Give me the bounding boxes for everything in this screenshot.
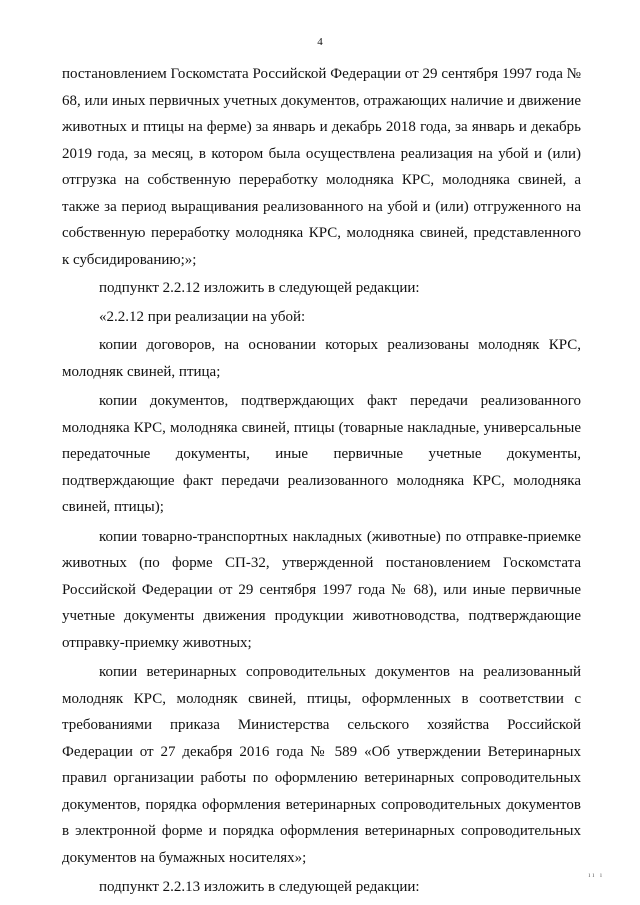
- paragraph-contracts: копии договоров, на основании которых реализованы молодняк КРС, молодняк свиней, птица;: [62, 337, 581, 380]
- page-number: 4: [317, 36, 323, 48]
- paragraph-continuation: постановлением Госкомстата Российской Федерации от 29 сентября 1997 года № 68, или иных первичных учетных документов, отражающих наличие и движение животных и птицы на ферме) за январь и декабрь 2018 года, за январь и декабрь 2019 года, за месяц, в котором была осуществлена реализация на убой и (или) отгрузка на собственную переработку молодняка КРС, молодняка свиней, а также за период выращивания реализованного на убой и (или) отгруженного на собственную переработку молодняка КРС, молодняка свиней, представленного к субсидированию;»;: [62, 66, 581, 268]
- document-body: [62, 61, 581, 901]
- paragraph-clause-2-2-12: «2.2.12 при реализации на убой:: [99, 308, 306, 325]
- paragraph-amendment-2-2-12: подпункт 2.2.12 изложить в следующей редакции:: [99, 280, 420, 296]
- paragraph-transfer-documents: копии документов, подтверждающих факт передачи реализованного молодняка КРС, молодняка свиней, птицы (товарные накладные, универсальные передаточные документы, иные первичные учетные документы, подтверждающие факт передачи реализованного молодняка КРС, молодняка свиней, птицы);: [62, 393, 581, 515]
- paragraph-amendment-2-2-13: подпункт 2.2.13 изложить в следующей редакции:: [99, 879, 420, 895]
- scan-mark: ıı ı: [588, 871, 604, 879]
- paragraph-waybills: копии товарно-транспортных накладных (животные) по отправке-приемке животных (по форме СП-32, утвержденной постановлением Госкомстата Российской Федерации от 29 сентября 1997 года № 68), или иные первичные учетные документы движения продукции животноводства, подтверждающие отправку-приемку животных;: [62, 528, 581, 651]
- paragraph-veterinary-documents: копии ветеринарных сопроводительных документов на реализованный молодняк КРС, молодняк свиней, птицы, оформленных в соответствии с требованиями приказа Министерства сельского хозяйства Российской Федерации от 27 декабря 2016 года № 589 «Об утверждении Ветеринарных правил организации работы по оформлению ветеринарных сопроводительных документов, порядка оформления ветеринарных сопроводительных документов в электронной форме и порядка оформления ветеринарных сопроводительных документов на бумажных носителях»;: [62, 664, 581, 866]
